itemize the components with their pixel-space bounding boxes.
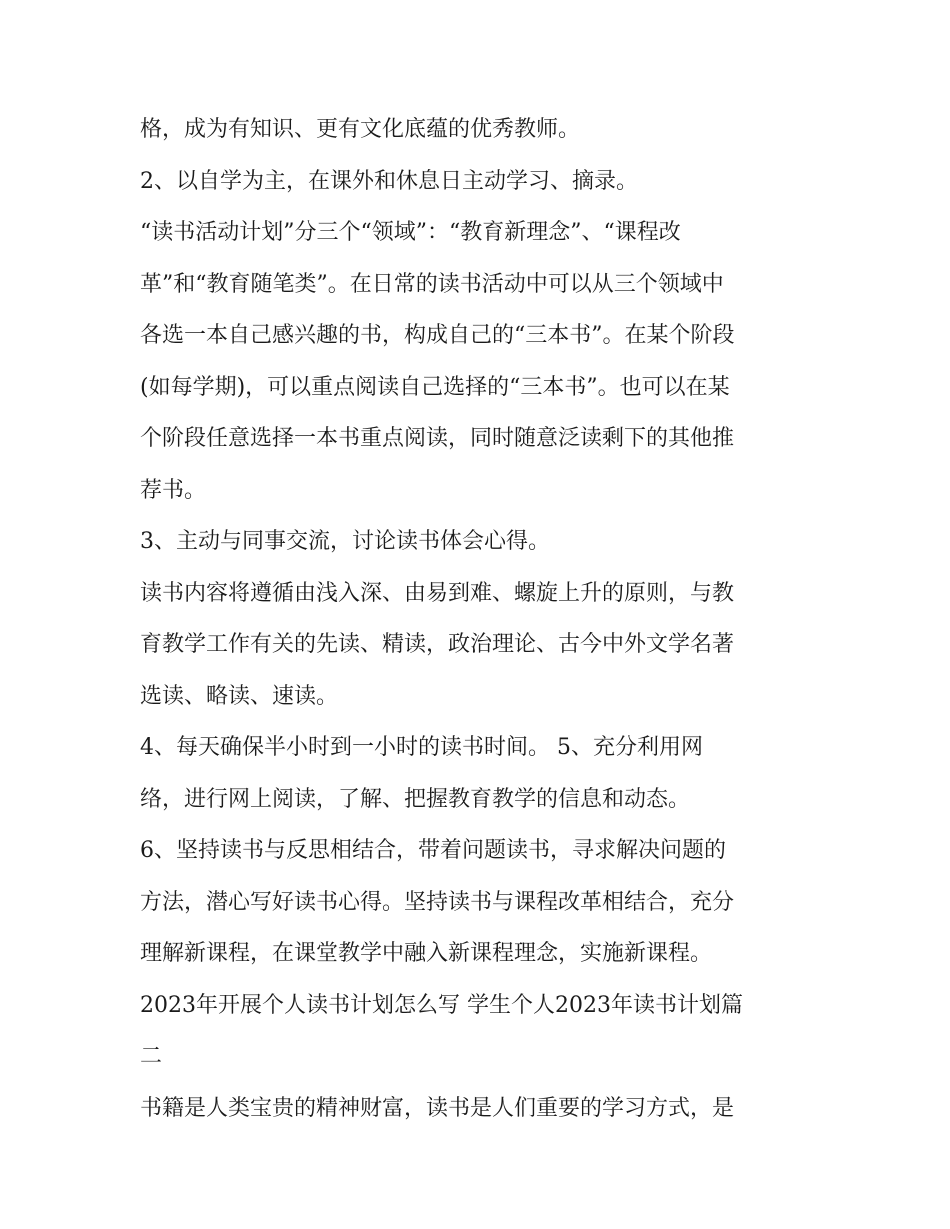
text-line: 荐书。 [140, 477, 207, 503]
text-line: 方法，潜心写好读书心得。坚持读书与课程改革相结合，充分 [140, 889, 735, 915]
text-line: (如每学期)，可以重点阅读自己选择的“三本书”。也可以在某 [140, 374, 730, 400]
text-line: 选读、略读、速读。 [140, 683, 339, 709]
section-heading-line: 2023年开展个人读书计划怎么写 学生个人2023年读书计划篇 [140, 992, 743, 1018]
text-line: 读书内容将遵循由浅入深、由易到难、螺旋上升的原则，与教 [140, 580, 735, 606]
text-line: 个阶段任意选择一本书重点阅读，同时随意泛读剩下的其他推 [140, 426, 735, 451]
section-heading-line: 二 [140, 1044, 163, 1069]
text-line: “读书活动计划”分三个“领域”：“教育新理念”、“课程改 [140, 220, 681, 245]
text-line: 育教学工作有关的先读、精读，政治理论、古今中外文学名著 [140, 632, 735, 657]
text-line: 书籍是人类宝贵的精神财富，读书是人们重要的学习方式，是 [140, 1095, 735, 1121]
text-line: 3、主动与同事交流，讨论读书体会心得。 [140, 529, 550, 554]
text-line: 2、以自学为主，在课外和休息日主动学习、摘录。 [140, 168, 638, 194]
text-line: 各选一本自己感兴趣的书，构成自己的“三本书”。在某个阶段 [140, 323, 735, 348]
document-body [140, 104, 820, 1134]
text-line: 格，成为有知识、更有文化底蕴的优秀教师。 [140, 117, 581, 142]
text-line: 理解新课程，在课堂教学中融入新课程理念，实施新课程。 [140, 941, 713, 966]
text-line: 6、坚持读书与反思相结合，带着问题读书，寻求解决问题的 [140, 838, 726, 863]
text-line: 革”和“教育随笔类”。在日常的读书活动中可以从三个领域中 [140, 271, 724, 297]
text-line: 络，进行网上阅读，了解、把握教育教学的信息和动态。 [140, 786, 691, 812]
text-line: 4、每天确保半小时到一小时的读书时间。 5、充分利用网 [140, 735, 703, 760]
